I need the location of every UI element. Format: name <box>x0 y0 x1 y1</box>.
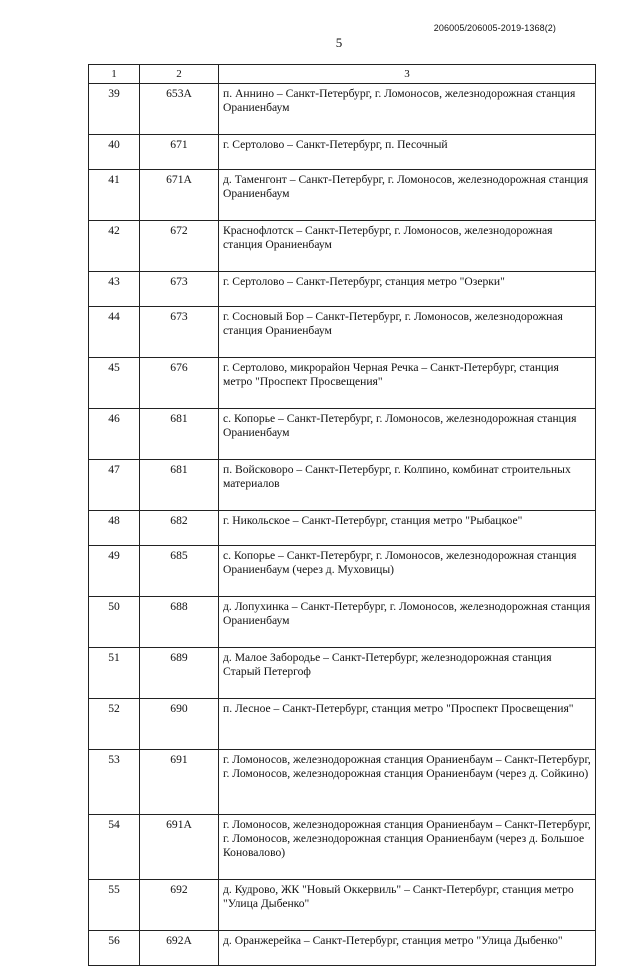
route-description-cell: г. Сертолово, микрорайон Черная Речка – Санкт-Петербург, станция метро "Проспект Просвещения" <box>219 358 596 409</box>
column-header-route: 2 <box>140 65 219 84</box>
row-number-cell: 47 <box>89 460 140 511</box>
row-number-cell: 43 <box>89 272 140 307</box>
table-row <box>89 409 596 460</box>
route-number-cell: 671 <box>140 135 219 170</box>
row-number-cell: 54 <box>89 815 140 880</box>
route-description-cell: г. Сертолово – Санкт-Петербург, станция метро "Озерки" <box>219 272 596 307</box>
table-row <box>89 546 596 597</box>
route-description-cell: Краснофлотск – Санкт-Петербург, г. Ломоносов, железнодорожная станция Ораниенбаум <box>219 221 596 272</box>
route-table <box>88 64 596 966</box>
route-description-cell: п. Аннино – Санкт-Петербург, г. Ломоносов, железнодорожная станция Ораниенбаум <box>219 84 596 135</box>
table-row <box>89 699 596 750</box>
route-description-cell: д. Таменгонт – Санкт-Петербург, г. Ломоносов, железнодорожная станция Ораниенбаум <box>219 170 596 221</box>
route-number-cell: 681 <box>140 460 219 511</box>
route-description-cell: г. Никольское – Санкт-Петербург, станция метро "Рыбацкое" <box>219 511 596 546</box>
row-number-cell: 52 <box>89 699 140 750</box>
route-number-cell: 691 <box>140 750 219 815</box>
table-row <box>89 307 596 358</box>
table-header-row <box>89 65 596 84</box>
column-header-description: 3 <box>219 65 596 84</box>
row-number-cell: 49 <box>89 546 140 597</box>
row-number-cell: 55 <box>89 880 140 931</box>
table-row <box>89 170 596 221</box>
table-row <box>89 84 596 135</box>
route-number-cell: 690 <box>140 699 219 750</box>
table-row <box>89 648 596 699</box>
route-number-cell: 691А <box>140 815 219 880</box>
row-number-cell: 53 <box>89 750 140 815</box>
table-row <box>89 221 596 272</box>
route-description-cell: д. Оранжерейка – Санкт-Петербург, станция метро "Улица Дыбенко" <box>219 931 596 966</box>
route-number-cell: 671А <box>140 170 219 221</box>
table-row <box>89 880 596 931</box>
row-number-cell: 46 <box>89 409 140 460</box>
route-description-cell: п. Лесное – Санкт-Петербург, станция метро "Проспект Просвещения" <box>219 699 596 750</box>
row-number-cell: 48 <box>89 511 140 546</box>
row-number-cell: 39 <box>89 84 140 135</box>
table-row <box>89 460 596 511</box>
route-number-cell: 672 <box>140 221 219 272</box>
route-number-cell: 685 <box>140 546 219 597</box>
row-number-cell: 45 <box>89 358 140 409</box>
route-number-cell: 692А <box>140 931 219 966</box>
route-description-cell: п. Войсковоро – Санкт-Петербург, г. Колпино, комбинат строительных материалов <box>219 460 596 511</box>
row-number-cell: 41 <box>89 170 140 221</box>
route-description-cell: г. Сосновый Бор – Санкт-Петербург, г. Ломоносов, железнодорожная станция Ораниенбаум <box>219 307 596 358</box>
route-number-cell: 673 <box>140 272 219 307</box>
row-number-cell: 44 <box>89 307 140 358</box>
route-description-cell: д. Кудрово, ЖК "Новый Оккервиль" – Санкт-Петербург, станция метро "Улица Дыбенко" <box>219 880 596 931</box>
table-row <box>89 272 596 307</box>
row-number-cell: 40 <box>89 135 140 170</box>
document-id: 206005/206005-2019-1368(2) <box>433 23 556 33</box>
table-row <box>89 511 596 546</box>
table-row <box>89 750 596 815</box>
route-number-cell: 689 <box>140 648 219 699</box>
table-row <box>89 597 596 648</box>
row-number-cell: 56 <box>89 931 140 966</box>
route-number-cell: 682 <box>140 511 219 546</box>
page-number: 5 <box>335 35 343 50</box>
table-row <box>89 135 596 170</box>
route-description-cell: г. Ломоносов, железнодорожная станция Ораниенбаум – Санкт-Петербург, г. Ломоносов, железнодорожная станция Ораниенбаум (через д. Большое Коновалово) <box>219 815 596 880</box>
route-number-cell: 653А <box>140 84 219 135</box>
route-number-cell: 676 <box>140 358 219 409</box>
row-number-cell: 51 <box>89 648 140 699</box>
route-description-cell: г. Ломоносов, железнодорожная станция Ораниенбаум – Санкт-Петербург, г. Ломоносов, железнодорожная станция Ораниенбаум (через д. Сойкино) <box>219 750 596 815</box>
table-row <box>89 815 596 880</box>
column-header-number: 1 <box>89 65 140 84</box>
row-number-cell: 42 <box>89 221 140 272</box>
route-number-cell: 688 <box>140 597 219 648</box>
route-number-cell: 673 <box>140 307 219 358</box>
route-number-cell: 681 <box>140 409 219 460</box>
row-number-cell: 50 <box>89 597 140 648</box>
route-description-cell: д. Малое Забородье – Санкт-Петербург, железнодорожная станция Старый Петергоф <box>219 648 596 699</box>
route-description-cell: д. Лопухинка – Санкт-Петербург, г. Ломоносов, железнодорожная станция Ораниенбаум <box>219 597 596 648</box>
route-description-cell: с. Копорье – Санкт-Петербург, г. Ломоносов, железнодорожная станция Ораниенбаум (через д. Муховицы) <box>219 546 596 597</box>
route-description-cell: с. Копорье – Санкт-Петербург, г. Ломоносов, железнодорожная станция Ораниенбаум <box>219 409 596 460</box>
table-row <box>89 358 596 409</box>
route-description-cell: г. Сертолово – Санкт-Петербург, п. Песочный <box>219 135 596 170</box>
route-number-cell: 692 <box>140 880 219 931</box>
table-row <box>89 931 596 966</box>
